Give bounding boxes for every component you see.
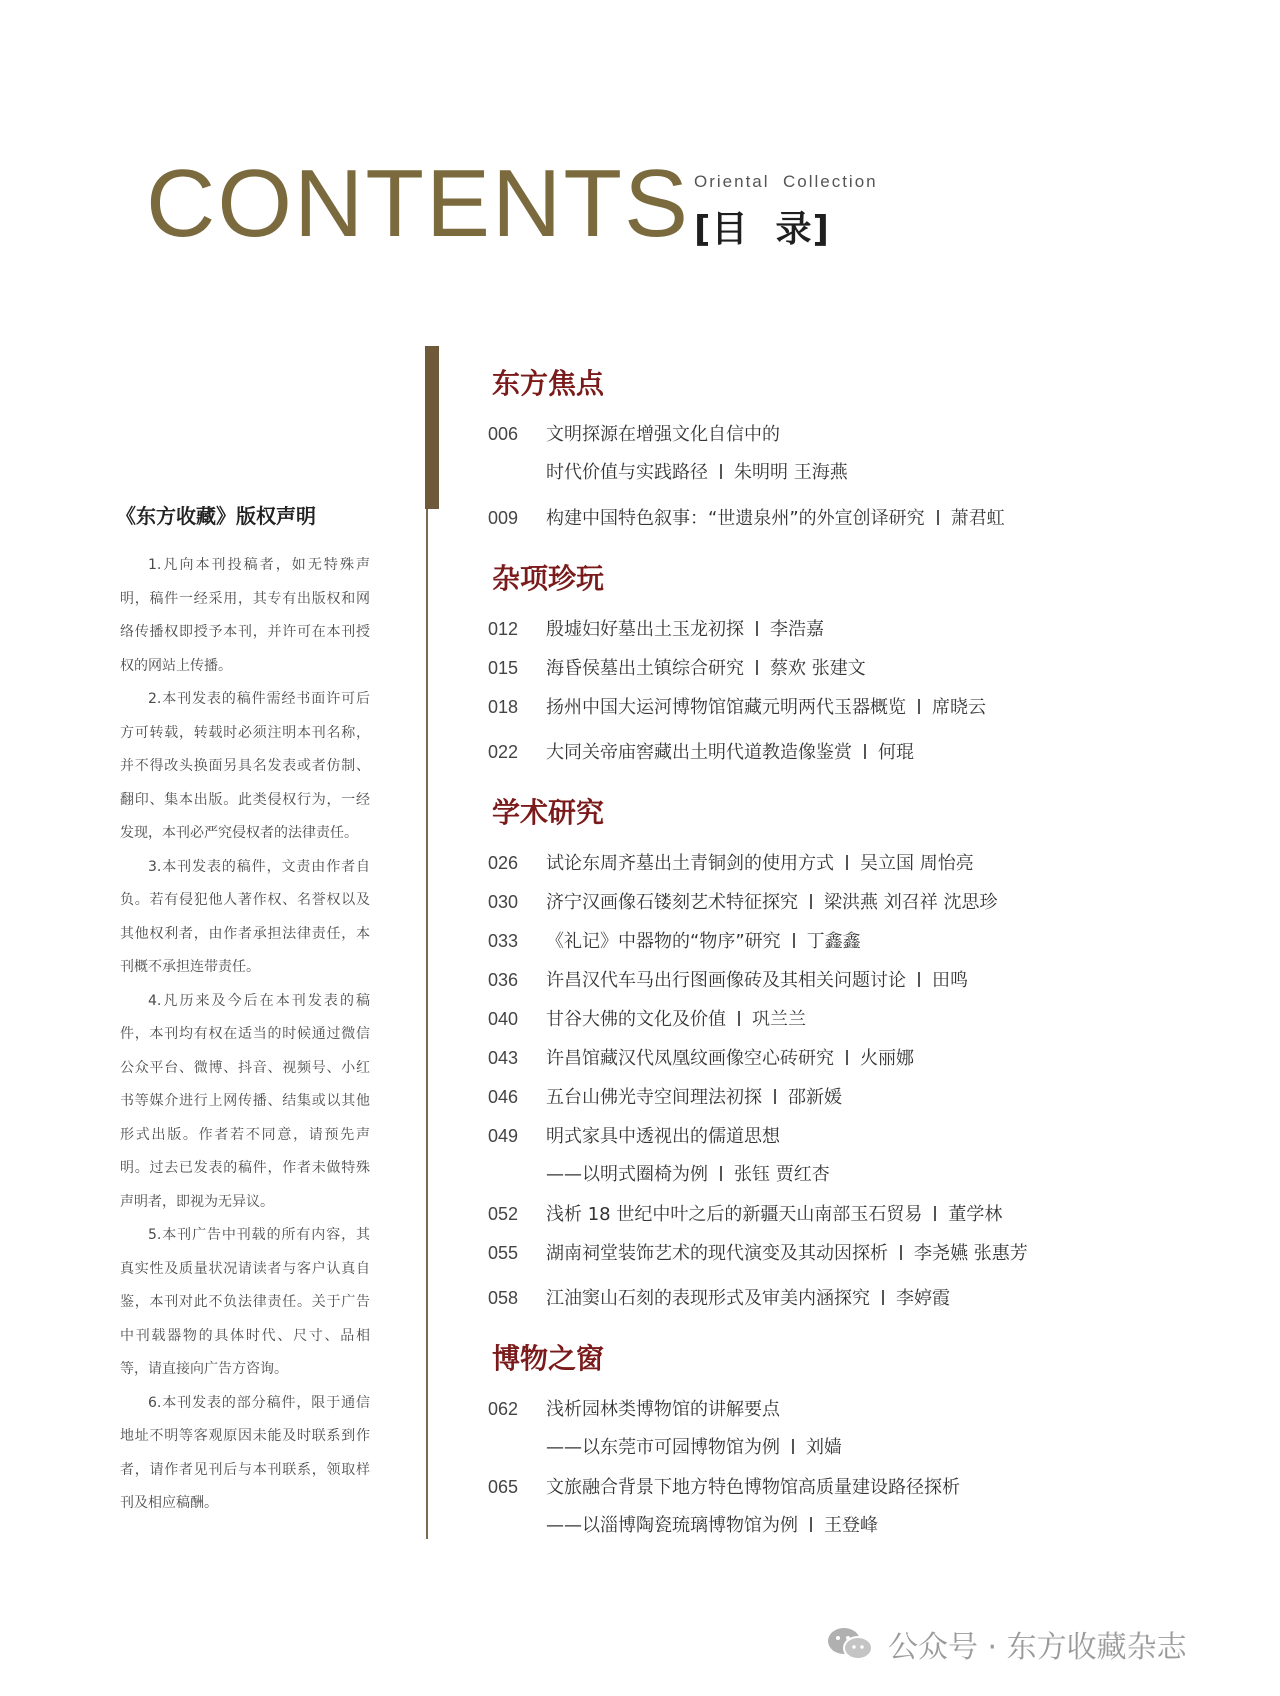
separator <box>900 1245 902 1260</box>
article-title: 济宁汉画像石镂刻艺术特征探究 <box>546 892 798 913</box>
separator <box>774 1089 776 1104</box>
article-author: 刘嫱 <box>806 1437 842 1458</box>
separator <box>937 510 939 525</box>
subtitle-chinese: [目 录] <box>694 209 830 250</box>
copyright-paragraph: 4.凡历来及今后在本刊发表的稿件，本刊均有权在适当的时候通过微信公众平台、微博、抖音、视频号、小红书等媒介进行上网传播、结集或以其他形式出版。作者若不同意，请预先声明。过去已发表的稿件，作者未做特殊声明者，即视为无异议。 <box>120 992 370 1210</box>
article-author: 丁鑫鑫 <box>806 931 861 952</box>
article-author: 李浩嘉 <box>770 619 824 640</box>
page-number: 006 <box>488 424 519 444</box>
toc-entry-continued[interactable] <box>546 461 848 485</box>
separator <box>792 1439 794 1454</box>
subtitle-english: Oriental Collection <box>694 172 878 191</box>
article-title: 殷墟妇好墓出土玉龙初探 <box>546 619 744 640</box>
toc-entry[interactable] <box>488 968 968 993</box>
toc-entry[interactable] <box>488 656 866 681</box>
article-author: 吴立国 周怡亮 <box>860 853 974 874</box>
toc-entry[interactable] <box>488 1046 914 1071</box>
page-number: 015 <box>488 658 519 678</box>
article-title: 五台山佛光寺空间理法初探 <box>546 1087 762 1108</box>
copyright-paragraph: 3.本刊发表的稿件，文责由作者自负。若有侵犯他人著作权、名誉权以及其他权利者，由作者承担法律责任，本刊概不承担连带责任。 <box>120 858 370 975</box>
page-number: 043 <box>488 1048 519 1068</box>
article-title: 试论东周齐墓出土青铜剑的使用方式 <box>546 853 834 874</box>
separator <box>918 972 920 987</box>
separator <box>720 1166 722 1181</box>
separator <box>756 621 758 636</box>
article-author: 萧君虹 <box>950 508 1005 529</box>
copyright-paragraph: 1.凡向本刊投稿者，如无特殊声明，稿件一经采用，其专有出版权和网络传播权即授予本刊，并许可在本刊授权的网站上传播。 <box>120 557 370 674</box>
copyright-paragraph: 5.本刊广告中刊载的所有内容，其真实性及质量状况请读者与客户认真自鉴，本刊对此不负法律责任。关于广告中刊载器物的具体时代、尺寸、品相等，请直接向广告方咨询。 <box>120 1227 370 1377</box>
separator <box>793 933 795 948</box>
toc-entry[interactable] <box>488 1475 960 1500</box>
separator <box>918 699 920 714</box>
article-title: ——以淄博陶瓷琉璃博物馆为例 <box>546 1515 798 1536</box>
toc-entry[interactable] <box>488 890 997 915</box>
separator <box>810 1517 812 1532</box>
page-number: 065 <box>488 1477 519 1497</box>
watermark-text: 公众号 · 东方收藏杂志 <box>888 1630 1187 1665</box>
section-heading-museum: 博物之窗 <box>492 1342 605 1375</box>
toc-entry[interactable] <box>488 740 914 765</box>
article-author: 火丽娜 <box>860 1048 914 1069</box>
article-author: 王登峰 <box>824 1515 878 1536</box>
toc-entry[interactable] <box>488 1241 1028 1266</box>
page-number: 022 <box>488 742 519 762</box>
copyright-paragraph: 6.本刊发表的部分稿件，限于通信地址不明等客观原因未能及时联系到作者，请作者见刊后与本刊联系，领取样刊及相应稿酬。 <box>120 1394 370 1511</box>
separator <box>738 1011 740 1026</box>
article-author: 田鸣 <box>932 970 968 991</box>
article-title: 湖南祠堂装饰艺术的现代演变及其动因探析 <box>546 1243 888 1264</box>
copyright-title: 《东方收藏》版权声明 <box>116 504 316 528</box>
wechat-watermark <box>826 1622 1187 1666</box>
contents-title: CONTENTS <box>146 150 690 257</box>
page-number: 036 <box>488 970 519 990</box>
toc-entry[interactable] <box>488 506 1005 531</box>
article-title: 甘谷大佛的文化及价值 <box>546 1009 726 1030</box>
separator <box>864 744 866 759</box>
article-title: 构建中国特色叙事：“世遗泉州”的外宣创译研究 <box>546 508 925 529</box>
wechat-icon <box>826 1626 874 1662</box>
page-number: 062 <box>488 1399 519 1419</box>
article-author: 李婷霞 <box>896 1288 950 1309</box>
page-number: 046 <box>488 1087 519 1107</box>
toc-entry[interactable] <box>488 851 974 876</box>
toc-entry[interactable] <box>488 617 824 642</box>
article-author: 李尧嬿 张惠芳 <box>914 1243 1028 1264</box>
page-number: 026 <box>488 853 519 873</box>
article-author: 巩兰兰 <box>752 1009 806 1030</box>
page-number: 018 <box>488 697 519 717</box>
toc-entry[interactable] <box>488 1085 842 1110</box>
separator <box>756 660 758 675</box>
article-title: ——以东莞市可园博物馆为例 <box>546 1437 780 1458</box>
article-title: 许昌馆藏汉代凤凰纹画像空心砖研究 <box>546 1048 834 1069</box>
separator <box>810 894 812 909</box>
toc-entry-continued[interactable] <box>546 1163 830 1187</box>
page-number: 052 <box>488 1204 519 1224</box>
article-author: 何琨 <box>878 742 914 763</box>
article-author: 朱明明 王海燕 <box>734 462 848 483</box>
article-title: 文明探源在增强文化自信中的 <box>546 424 780 445</box>
article-title: 文旅融合背景下地方特色博物馆高质量建设路径探析 <box>546 1477 960 1498</box>
page-number: 033 <box>488 931 519 951</box>
toc-entry[interactable] <box>488 422 780 447</box>
article-author: 梁洪燕 刘召祥 沈思珍 <box>824 892 998 913</box>
page-number: 055 <box>488 1243 519 1263</box>
toc-entry[interactable] <box>488 1007 806 1032</box>
article-title: 海昏侯墓出土镇综合研究 <box>546 658 744 679</box>
article-author: 席晓云 <box>932 697 986 718</box>
toc-entry[interactable] <box>488 695 986 720</box>
section-heading-focus: 东方焦点 <box>492 367 605 400</box>
page-number: 040 <box>488 1009 519 1029</box>
page-number: 030 <box>488 892 519 912</box>
article-title: 扬州中国大运河博物馆馆藏元明两代玉器概览 <box>546 697 906 718</box>
toc-entry-continued[interactable] <box>546 1514 878 1538</box>
article-title: ——以明式圈椅为例 <box>546 1164 708 1185</box>
section-heading-research: 学术研究 <box>492 796 605 829</box>
toc-entry[interactable] <box>488 1202 1002 1227</box>
article-title: 明式家具中透视出的儒道思想 <box>546 1126 780 1147</box>
separator <box>846 855 848 870</box>
separator <box>882 1290 884 1305</box>
toc-entry[interactable] <box>488 1124 780 1149</box>
article-title: 大同关帝庙窖藏出土明代道教造像鉴赏 <box>546 742 852 763</box>
article-title: 浅析 18 世纪中叶之后的新疆天山南部玉石贸易 <box>546 1204 923 1225</box>
article-author: 张钰 贾红杏 <box>734 1164 830 1185</box>
copyright-paragraph: 2.本刊发表的稿件需经书面许可后方可转载，转载时必须注明本刊名称，并不得改头换面另具名发表或者仿制、翻印、集本出版。此类侵权行为，一经发现，本刊必严究侵权者的法律责任。 <box>120 691 370 841</box>
separator <box>720 464 722 479</box>
article-author: 邵新媛 <box>788 1087 842 1108</box>
article-author: 董学林 <box>948 1204 1003 1225</box>
toc-entry-continued[interactable] <box>546 1436 842 1460</box>
article-title: 许昌汉代车马出行图画像砖及其相关问题讨论 <box>546 970 906 991</box>
article-title: 《礼记》中器物的“物序”研究 <box>546 931 781 952</box>
page-number: 049 <box>488 1126 519 1146</box>
article-title: 浅析园林类博物馆的讲解要点 <box>546 1399 780 1420</box>
toc-entry[interactable] <box>488 1286 950 1311</box>
section-heading-miscellany: 杂项珍玩 <box>492 562 605 595</box>
page-number: 058 <box>488 1288 519 1308</box>
article-author: 蔡欢 张建文 <box>770 658 866 679</box>
toc-entry[interactable] <box>488 1397 780 1422</box>
article-title: 江油窦山石刻的表现形式及审美内涵探究 <box>546 1288 870 1309</box>
toc-entry[interactable] <box>488 929 861 954</box>
separator <box>934 1206 936 1221</box>
separator <box>846 1050 848 1065</box>
page-number: 009 <box>488 508 519 528</box>
page-number: 012 <box>488 619 519 639</box>
article-title: 时代价值与实践路径 <box>546 462 708 483</box>
